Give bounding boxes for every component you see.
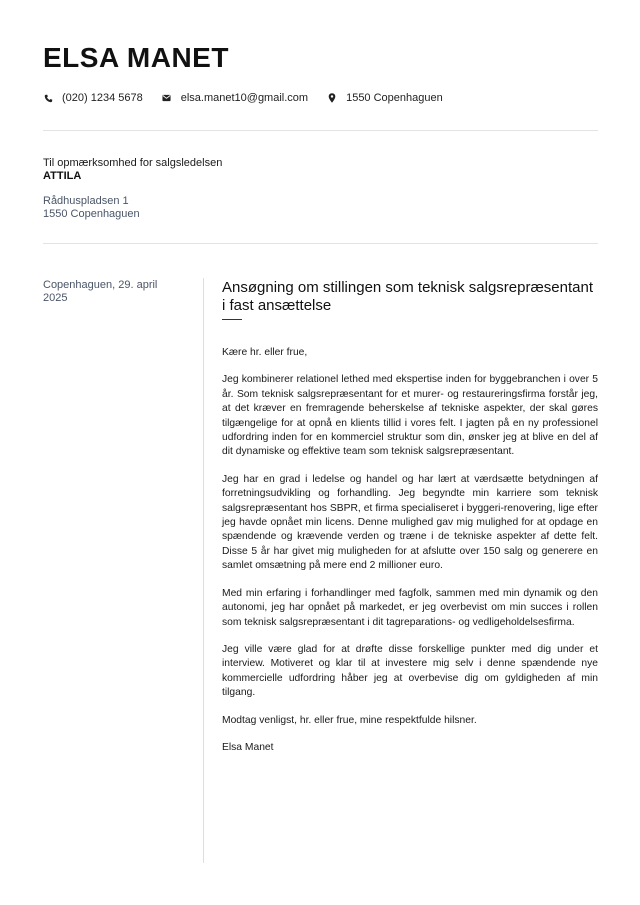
contact-phone <box>43 92 143 104</box>
location-text: 1550 Copenhaguen <box>346 92 443 104</box>
recipient-street: Rådhuspladsen 1 <box>43 195 129 207</box>
signature: Elsa Manet <box>222 741 274 753</box>
column-divider <box>203 278 204 863</box>
recipient-divider <box>43 243 598 244</box>
phone-icon <box>43 93 53 103</box>
letter-body <box>222 279 598 768</box>
paragraph-1: Jeg kombinerer relationel lethed med ekspertise inden for byggebranchen i over 5 år. Som teknisk salgsrepræsentant for et murer- og restaureringsfirma forstår jeg, at det kræver en fremragende beherskelse af tekniske aspekter, der skal gøres tilgængelige for at opnå en klients tillid i vores felt. I jagten på en ny professionel udfordring inden for en kommerciel struktur som din, ønsker jeg at blive en del af dit dynamiske og effektive team som teknisk salgsrepræsentant. <box>222 374 598 458</box>
paragraph-4: Jeg ville være glad for at drøfte disse forskellige punkter med dig under et interview. Motiveret og klar til at investere mig selv i denne spændende nye kommercielle udfordring håber jeg at overbevise dig om gyldigheden af min tilgang. <box>222 643 598 699</box>
email-address: elsa.manet10@gmail.com <box>180 92 309 104</box>
paragraph-3: Med min erfaring i forhandlinger med fagfolk, sammen med min dynamik og den autonomi, jeg har opnået på markedet, er jeg overbevist om min succes i rollen som teknisk salgsrepræsentant i dit tagreparations- og vedligeholdelsesfirma. <box>222 587 598 628</box>
paragraph-2: Jeg har en grad i ledelse og handel og har lært at værdsætte betydningen af forretningsudvikling og forhandling. Jeg begyndte min karriere som teknisk salgsrepræsentant hos SBPR, et firma specialiseret i byggeri-renovering, lige efter jeg havde opnået min licens. Denne mulighed gav mig mulighed for at opdage en spændende og krævende verden og træne i de tekniske aspekter af dette felt. Disse 5 år har givet mig muligheden for at afslutte over 150 salg og generere en samlet omsætning på mere end 2 millioner euro. <box>222 473 598 572</box>
contact-location <box>327 92 443 104</box>
map-pin-icon <box>327 93 337 103</box>
envelope-icon <box>162 93 172 103</box>
contact-row <box>43 90 462 106</box>
letter-date: Copenhaguen, 29. april 2025 <box>43 279 158 304</box>
recipient-attention: Til opmærksomhed for salgsledelsen <box>43 157 223 169</box>
contact-email <box>162 92 308 104</box>
subject-underline <box>222 319 242 320</box>
phone-number: (020) 1234 5678 <box>62 92 143 104</box>
recipient-company: ATTILA <box>43 170 82 182</box>
salutation: Kære hr. eller frue, <box>222 347 308 358</box>
applicant-name: ELSA MANET <box>43 42 229 73</box>
letter-subject: Ansøgning om stillingen som teknisk salgsrepræsentant i fast ansættelse <box>222 279 594 314</box>
recipient-address <box>43 195 222 221</box>
header-divider <box>43 130 598 131</box>
recipient-city: 1550 Copenhaguen <box>43 208 140 220</box>
letter-text <box>222 346 598 755</box>
closing: Modtag venligst, hr. eller frue, mine respektfulde hilsner. <box>222 714 477 726</box>
recipient-block <box>43 157 222 221</box>
